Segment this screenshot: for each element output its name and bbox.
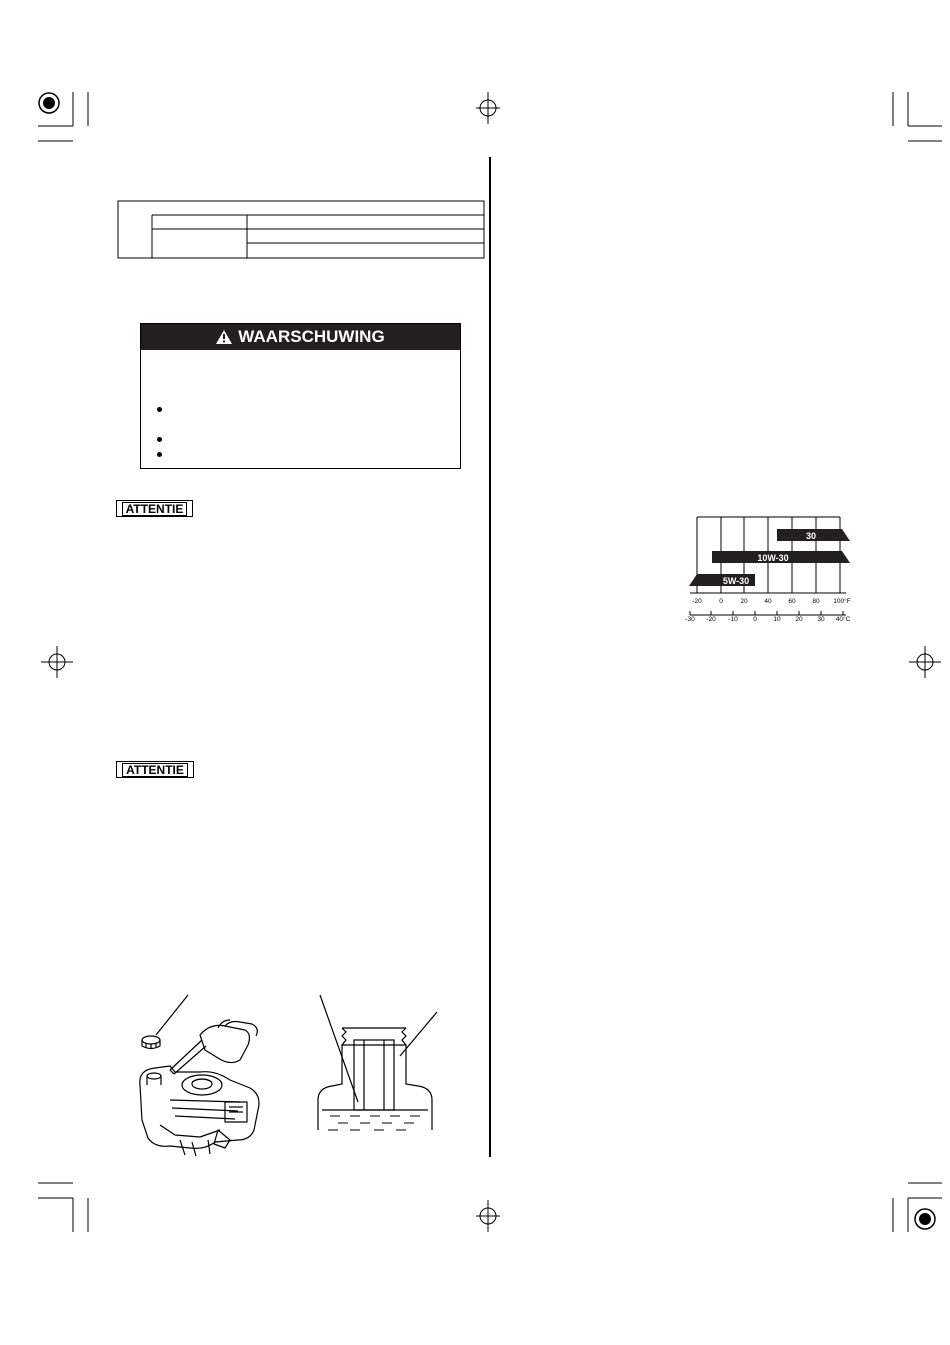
oil-grade-label: 30 [805,531,817,541]
notice-label: ATTENTIE [122,763,188,777]
warning-bullet-3 [157,452,162,457]
warning-bullet-1 [157,407,162,412]
fahrenheit-tick: 0 [719,598,723,605]
celsius-tick: -20 [706,616,716,623]
celsius-tick: 40°C [835,616,851,623]
oil-grade-label: 5W-30 [722,576,750,586]
fahrenheit-tick: -20 [692,598,702,605]
fahrenheit-tick: 60 [788,598,796,605]
celsius-tick: 0 [753,616,757,623]
celsius-tick: 30 [817,616,825,623]
celsius-tick: 20 [795,616,803,623]
fahrenheit-tick: 40 [764,598,772,605]
celsius-tick: -30 [685,616,695,623]
oil-grade-label: 10W-30 [757,553,789,563]
fahrenheit-tick: 20 [740,598,748,605]
warning-header [141,324,460,350]
celsius-tick: 10 [773,616,781,623]
notice-badge [116,500,193,517]
oil-viscosity-chart [680,510,860,625]
fahrenheit-tick: 80 [812,598,820,605]
notice-label: ATTENTIE [122,502,188,516]
warning-bullet-2 [157,437,162,442]
oil-filler-neck-illustration [310,990,450,1140]
engine-oil-fill-illustration [130,990,275,1160]
warning-title: WAARSCHUWING [238,327,385,346]
spec-table [117,200,487,260]
celsius-tick: -10 [728,616,738,623]
column-divider [489,157,491,1157]
notice-badge [116,761,194,778]
warning-triangle-icon [216,330,232,344]
fahrenheit-tick: 100°F [833,598,851,605]
